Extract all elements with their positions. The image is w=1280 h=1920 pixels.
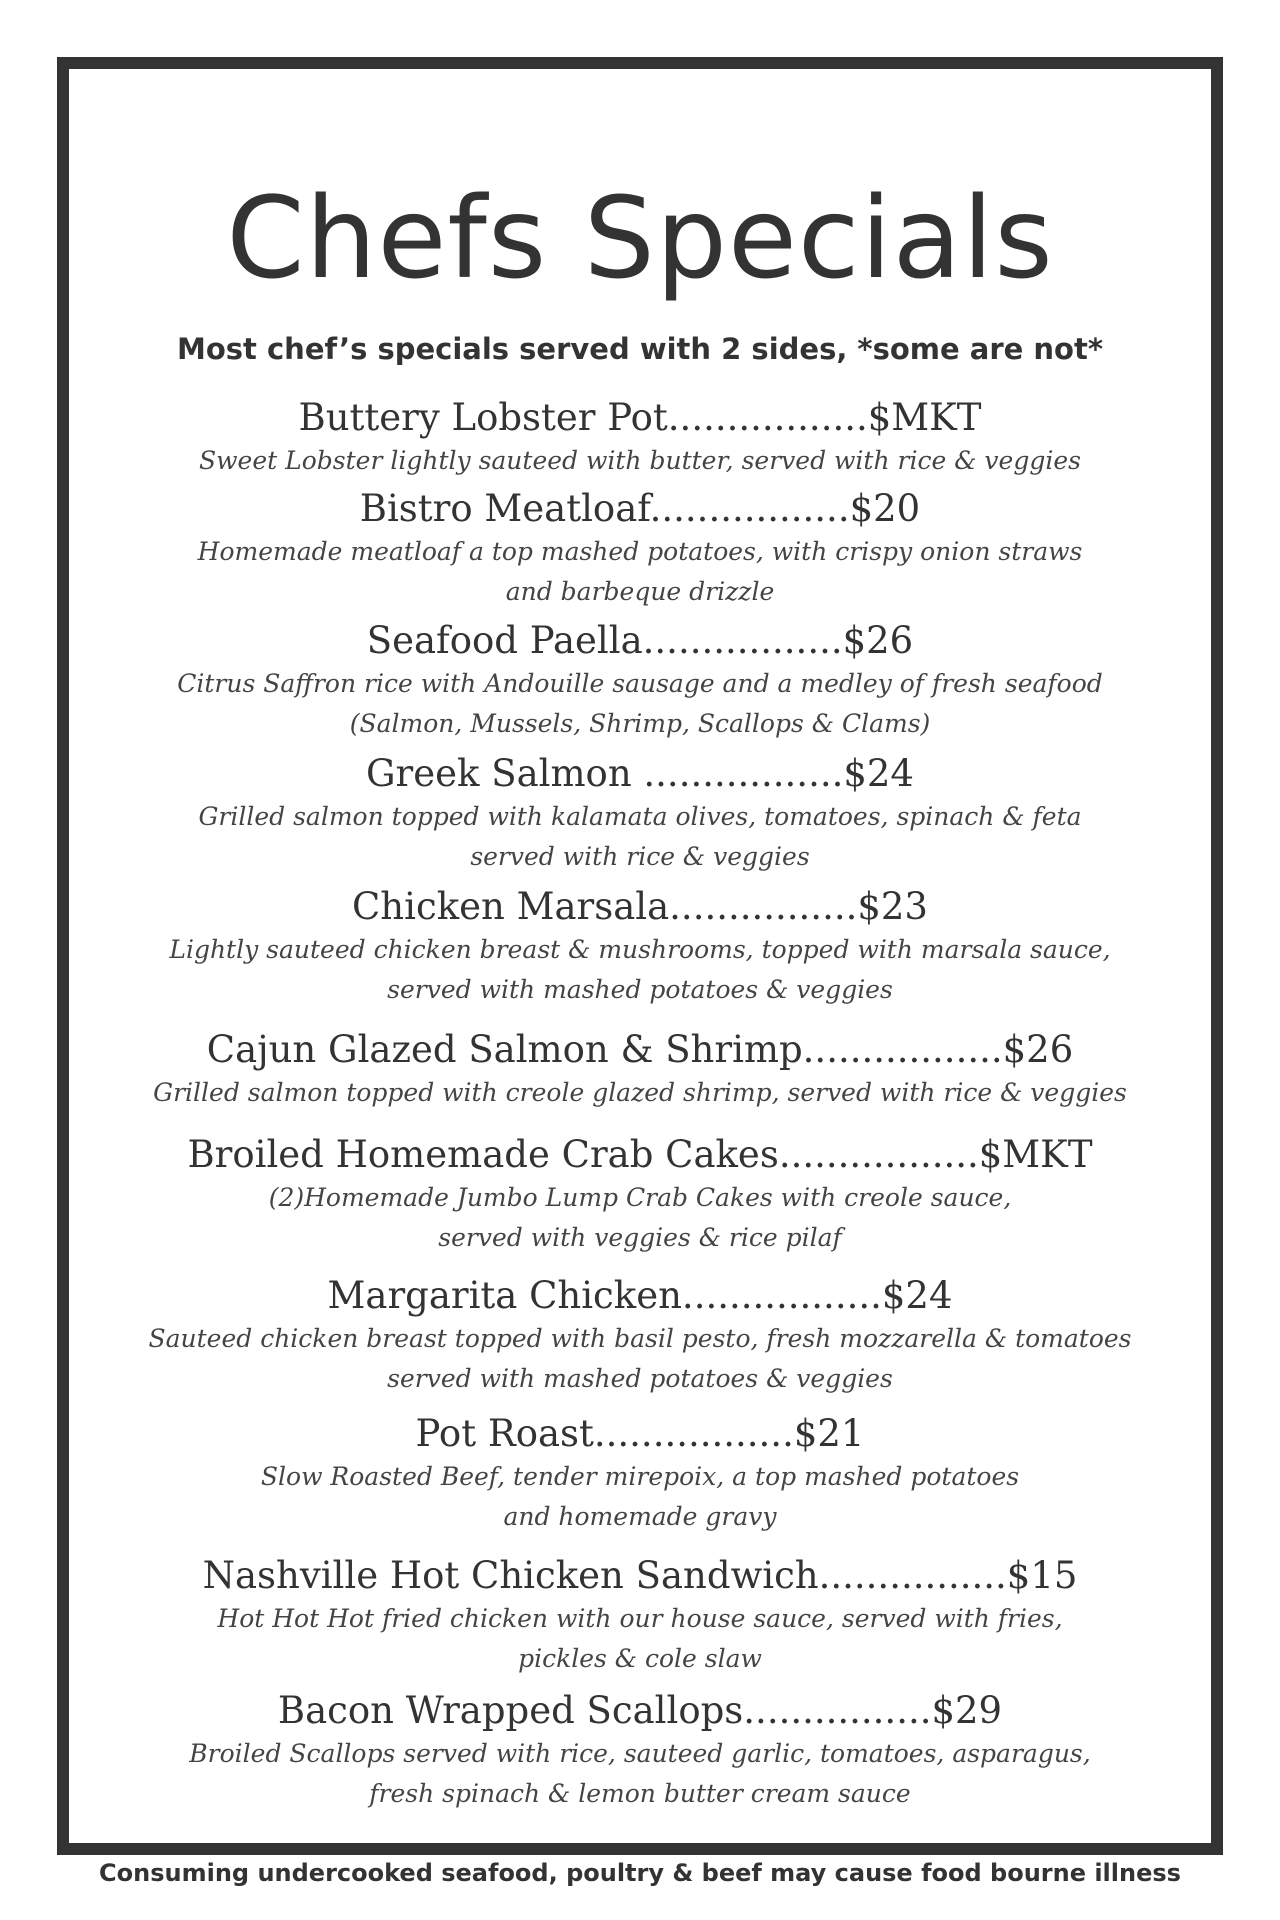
menu-item-seafood-paella <box>69 618 1211 744</box>
item-name: Pot Roast.................$21 <box>415 1412 865 1455</box>
menu-item-nashville-hot-chicken <box>69 1553 1211 1679</box>
item-name: Broiled Homemade Crab Cakes.................$MKT <box>187 1133 1093 1176</box>
item-description: (2)Homemade Jumbo Lump Crab Cakes with creole sauce, <box>268 1183 1012 1212</box>
item-description: Hot Hot Hot fried chicken with our house sauce, served with fries, <box>217 1604 1063 1633</box>
item-description: Grilled salmon topped with creole glazed shrimp, served with rice & veggies <box>153 1078 1127 1107</box>
item-description: Homemade meatloaf a top mashed potatoes, with crispy onion straws <box>197 537 1083 566</box>
item-name: Nashville Hot Chicken Sandwich................$15 <box>202 1554 1078 1597</box>
item-description: Sauteed chicken breast topped with basil pesto, fresh mozzarella & tomatoes <box>148 1324 1132 1353</box>
item-description: pickles & cole slaw <box>518 1644 762 1673</box>
item-description: served with veggies & rice pilaf <box>438 1223 842 1252</box>
item-description: Sweet Lobster lightly sauteed with butter, served with rice & veggies <box>199 446 1081 475</box>
menu-item-bistro-meatloaf <box>69 486 1211 612</box>
item-name: Bacon Wrapped Scallops................$29 <box>277 1689 1003 1732</box>
item-name: Seafood Paella.................$26 <box>366 619 914 662</box>
item-description: fresh spinach & lemon butter cream sauce <box>369 1779 911 1808</box>
menu-frame <box>57 57 1223 1887</box>
item-description: served with mashed potatoes & veggies <box>387 1364 893 1393</box>
menu-item-bacon-wrapped-scallops <box>69 1688 1211 1814</box>
item-name: Buttery Lobster Pot.................$MKT <box>298 396 982 439</box>
item-description: (Salmon, Mussels, Shrimp, Scallops & Clams) <box>349 709 931 738</box>
item-description: Lightly sauteed chicken breast & mushrooms, topped with marsala sauce, <box>169 935 1111 964</box>
item-description: and barbeque drizzle <box>505 577 775 606</box>
menu-item-chicken-marsala <box>69 884 1211 1010</box>
item-description: Citrus Saffron rice with Andouille sausage and a medley of fresh seafood <box>177 669 1103 698</box>
menu-item-pot-roast <box>69 1411 1211 1537</box>
item-name: Cajun Glazed Salmon & Shrimp.................$26 <box>206 1028 1074 1071</box>
menu-item-buttery-lobster-pot <box>69 395 1211 481</box>
menu-subtitle: Most chef’s specials served with 2 sides, *some are not* <box>176 332 1104 366</box>
item-name: Greek Salmon .................$24 <box>366 752 914 795</box>
item-description: served with mashed potatoes & veggies <box>387 975 893 1004</box>
item-description: served with rice & veggies <box>470 842 810 871</box>
menu-item-cajun-glazed-salmon-shrimp <box>69 1027 1211 1113</box>
item-name: Chicken Marsala................$23 <box>352 885 928 928</box>
item-name: Margarita Chicken.................$24 <box>327 1274 953 1317</box>
food-safety-disclaimer: Consuming undercooked seafood, poultry & beef may cause food bourne illness <box>99 1859 1181 1887</box>
item-description: and homemade gravy <box>503 1502 777 1531</box>
item-name: Bistro Meatloaf.................$20 <box>359 487 921 530</box>
menu-item-margarita-chicken <box>69 1273 1211 1399</box>
item-description: Slow Roasted Beef, tender mirepoix, a top mashed potatoes <box>260 1462 1020 1491</box>
menu-item-broiled-crab-cakes <box>69 1132 1211 1258</box>
item-description: Grilled salmon topped with kalamata olives, tomatoes, spinach & feta <box>198 802 1082 831</box>
item-description: Broiled Scallops served with rice, sauteed garlic, tomatoes, asparagus, <box>189 1739 1091 1768</box>
menu-item-greek-salmon <box>69 751 1211 877</box>
menu-title: Chefs Specials <box>226 174 1054 304</box>
